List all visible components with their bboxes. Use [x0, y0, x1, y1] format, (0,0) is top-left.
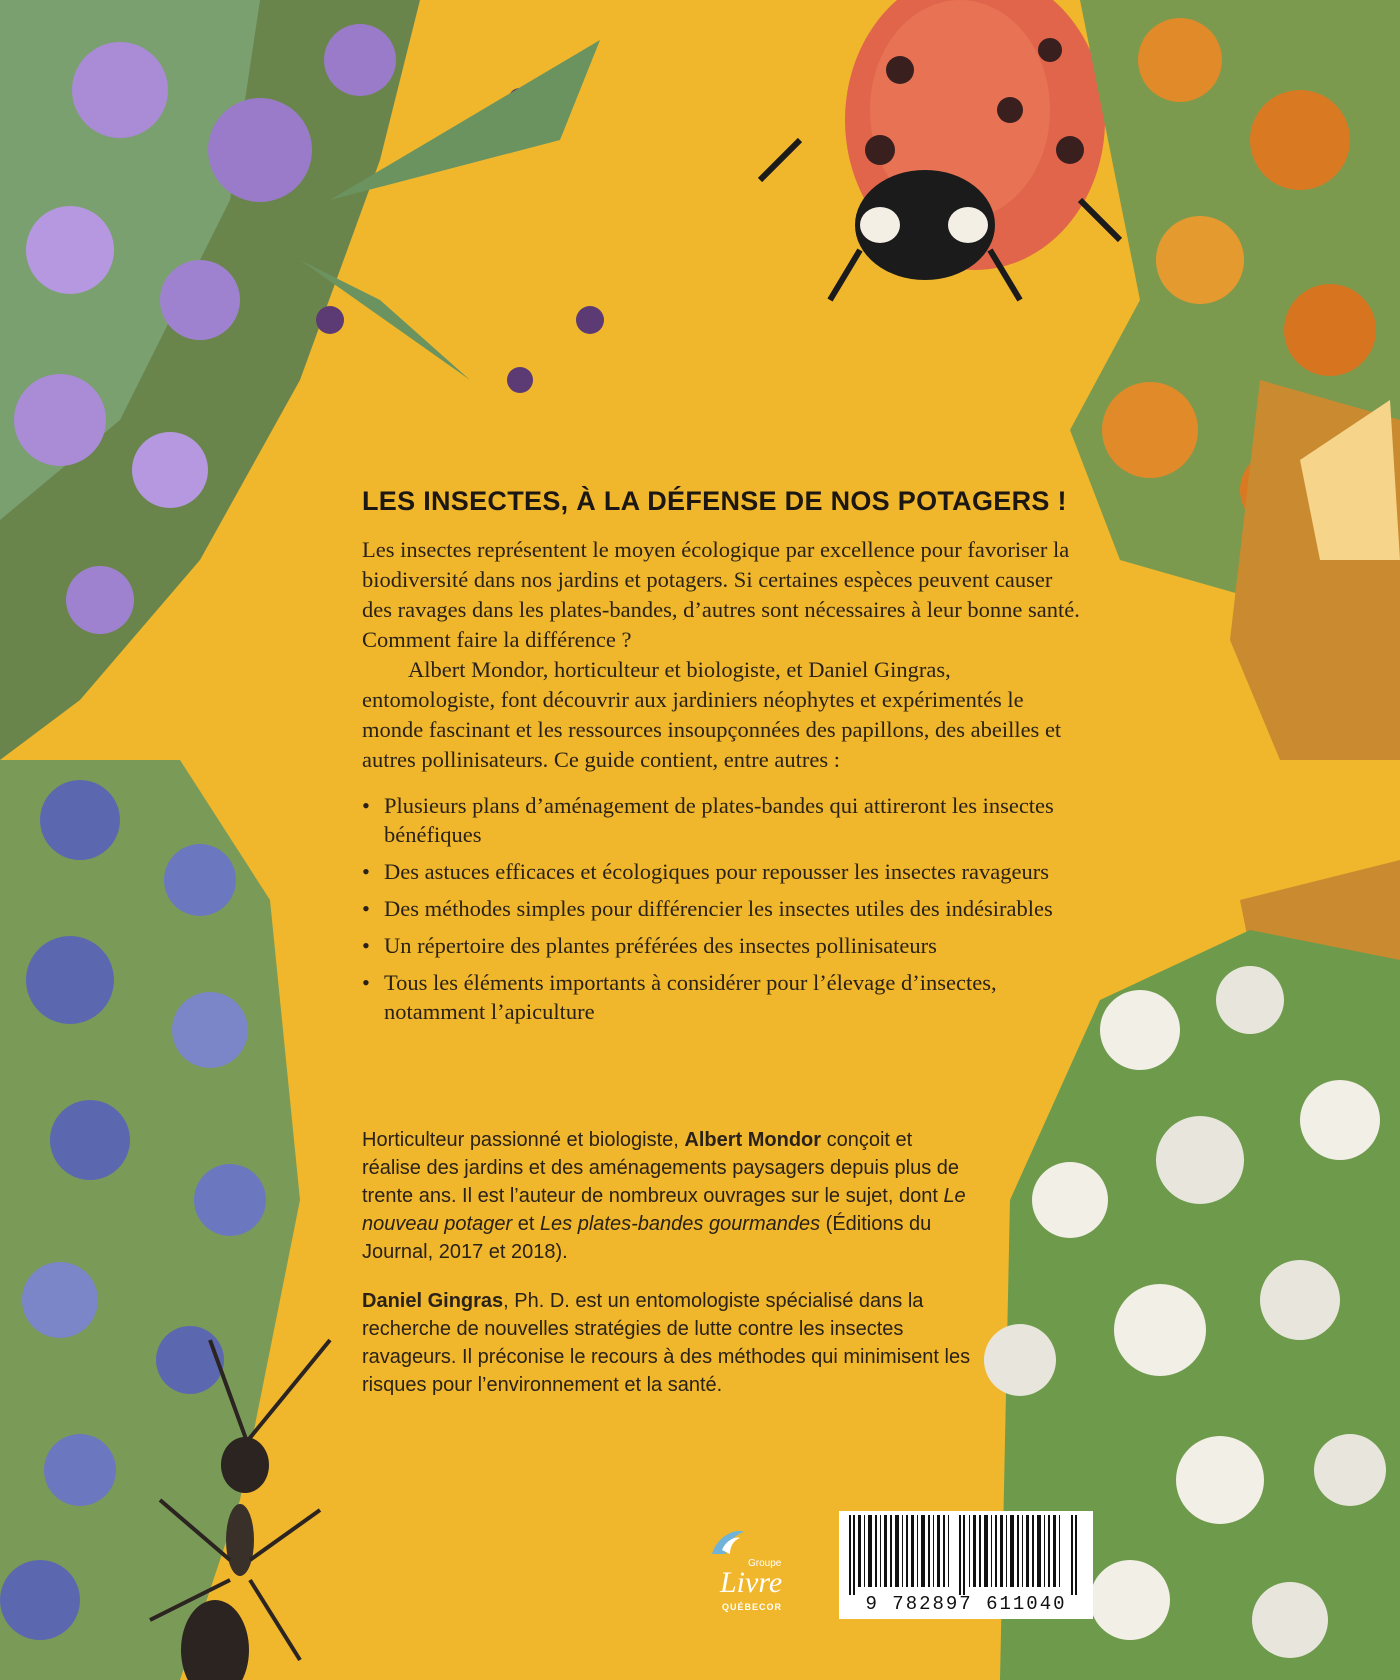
book-title: Les plates-bandes gourmandes — [539, 1213, 821, 1235]
ladybug-illustration — [760, 0, 1120, 300]
publisher-bird-icon — [708, 1524, 748, 1564]
barcode-bars — [839, 1515, 1093, 1595]
author-bio-gingras — [362, 1287, 972, 1399]
publisher-name: Livre — [720, 1566, 783, 1599]
intro — [362, 535, 1082, 775]
book-title: Le nouveau potager — [362, 1185, 966, 1235]
feature-item: • Plusieurs plans d’aménagement de plates-bandes qui attireront les insectes bénéfiques — [362, 791, 1082, 849]
bio-tail: (Éditions du Journal, 2017 et 2018). — [362, 1213, 932, 1263]
bio-lead: Horticulteur passionné et biologiste, — [362, 1129, 685, 1151]
bio-text: conçoit et réalise des jardins et des aménagements paysagers depuis plus de trente ans. Il est l’auteur de nombreux ouvrages sur le sujet, dont — [362, 1129, 960, 1207]
blue-thistle-illustration — [0, 760, 300, 1680]
publisher-sub-label: QUÉBECOR — [722, 1602, 783, 1612]
bio-connector: et — [512, 1213, 540, 1235]
author-name-gingras: Daniel Gingras — [362, 1290, 504, 1312]
isbn-barcode — [839, 1511, 1093, 1619]
headline: LES INSECTES, À LA DÉFENSE DE NOS POTAGERS ! — [362, 486, 1067, 516]
feature-item: • Des méthodes simples pour différencier les insectes utiles des indésirables — [362, 894, 1082, 923]
feature-item: • Un répertoire des plantes préférées des insectes pollinisateurs — [362, 931, 1082, 960]
feature-list — [362, 791, 1082, 1026]
feature-item: • Tous les éléments importants à considérer pour l’élevage d’insectes, notamment l’apiculture — [362, 968, 1082, 1026]
publisher-logo — [690, 1520, 800, 1630]
publisher-group-label: Groupe — [748, 1558, 782, 1569]
intro-paragraph-1: Les insectes représentent le moyen écologique par excellence pour favoriser la biodiversité dans nos jardins et potagers. Si certaines espèces peuvent causer des ravages dans les plates-bandes, d’autres sont nécessaires à leur bonne santé. Comment faire la différence ? — [362, 537, 1080, 652]
feature-item: • Des astuces efficaces et écologiques pour repousser les insectes ravageurs — [362, 857, 1082, 886]
back-cover-text — [362, 486, 1082, 1034]
author-bio-mondor — [362, 1126, 972, 1266]
isbn-digits: 9 782897 611040 — [865, 1593, 1067, 1615]
author-name-mondor: Albert Mondor — [684, 1129, 822, 1151]
bio-text: , Ph. D. est un entomologiste spécialisé dans la recherche de nouvelles stratégies de lutte contre les insectes ravageurs. Il préconise le recours à des méthodes qui minimisent les risques pour l’environnement et la santé. — [362, 1290, 971, 1396]
intro-paragraph-2: Albert Mondor, horticulteur et biologiste, et Daniel Gingras, entomologiste, font découvrir aux jardiniers néophytes et expérimentés le monde fascinant et les ressources insoupçonnées des papillons, des abeilles et autres pollinisateurs. Ce guide contient, entre autres : — [362, 657, 1062, 772]
